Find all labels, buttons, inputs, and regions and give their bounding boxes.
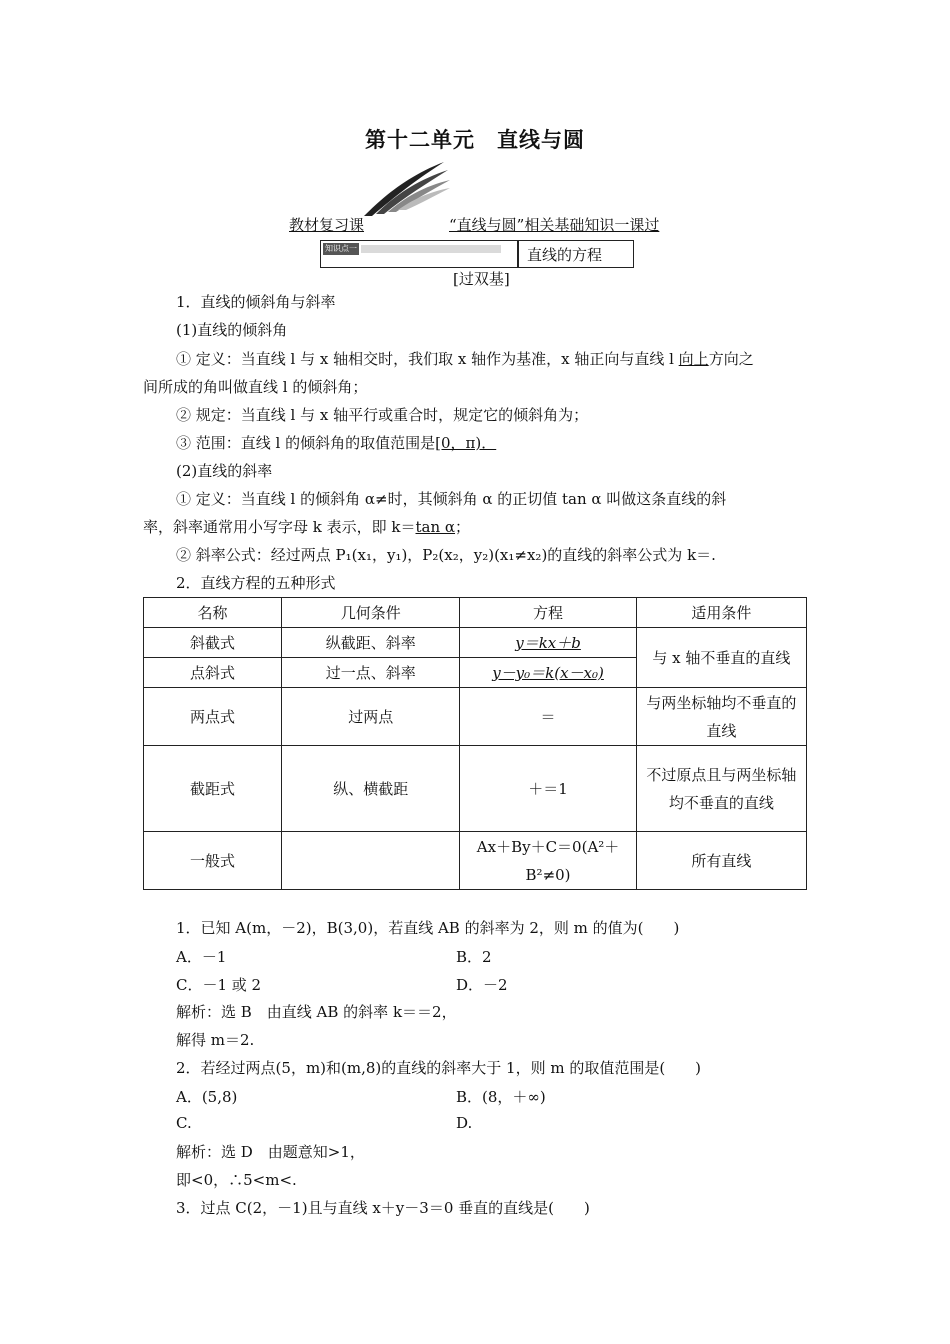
section-tag: [过双基] bbox=[453, 270, 510, 288]
q2-option-a: A．(5,8) bbox=[176, 1088, 238, 1106]
q1-option-b: B．2 bbox=[456, 948, 492, 966]
table-cell-eq: ＋＝1 bbox=[460, 746, 636, 832]
page-title: 第十二单元 直线与圆 bbox=[365, 128, 585, 152]
heading-2: 2．直线方程的五种形式 bbox=[176, 574, 336, 592]
definition-2-underline: tan α bbox=[415, 518, 456, 536]
q2-solution: 解析：选 D 由题意知>1， bbox=[176, 1143, 365, 1161]
definition-1 bbox=[176, 349, 754, 369]
swoosh-decoration-icon bbox=[362, 158, 452, 218]
q2-option-b: B．(8，＋∞) bbox=[456, 1088, 546, 1106]
forms-table bbox=[143, 597, 807, 890]
range-1 bbox=[176, 433, 496, 453]
heading-1-2: (2)直线的斜率 bbox=[176, 462, 273, 480]
table-header: 名称 bbox=[144, 598, 282, 628]
table-cell-geo: 过两点 bbox=[282, 688, 460, 746]
q1-solution-cont: 解得 m＝2. bbox=[176, 1031, 255, 1049]
definition-1-text: ① 定义：当直线 l 与 x 轴相交时，我们取 x 轴作为基准，x 轴正向与直线 l bbox=[176, 350, 679, 368]
definition-2: ① 定义：当直线 l 的倾斜角 α≠时，其倾斜角 α 的正切值 tan α 叫做这条直线的斜 bbox=[176, 490, 727, 508]
question-3: 3．过点 C(2，－1)且与直线 x＋y－3＝0 垂直的直线是( ) bbox=[176, 1199, 590, 1217]
question-1: 1．已知 A(m，－2)，B(3,0)，若直线 AB 的斜率为 2，则 m 的值为( ) bbox=[176, 919, 680, 937]
table-cell-geo: 纵截距、斜率 bbox=[282, 628, 460, 658]
definition-1-underline: 向上 bbox=[678, 350, 709, 368]
rule-1: ② 规定：当直线 l 与 x 轴平行或重合时，规定它的倾斜角为； bbox=[176, 406, 589, 424]
table-cell-name: 一般式 bbox=[144, 832, 282, 890]
table-cell-cond: 与两坐标轴均不垂直的直线 bbox=[636, 688, 806, 746]
table-header-row bbox=[144, 598, 807, 628]
table-cell-eq: ＝ bbox=[460, 688, 636, 746]
knowledge-divider bbox=[517, 241, 519, 267]
table-cell-eq: y－y₀＝k(x－x₀) bbox=[460, 658, 636, 688]
table-cell-name: 两点式 bbox=[144, 688, 282, 746]
definition-2-text: 率，斜率通常用小写字母 k 表示，即 k＝ bbox=[143, 518, 416, 536]
table-cell-cond: 与 x 轴不垂直的直线 bbox=[636, 628, 806, 688]
q1-option-a: A．－1 bbox=[176, 948, 227, 966]
table-cell-cond: 所有直线 bbox=[636, 832, 806, 890]
q2-solution-cont: 即<0，∴5<m<. bbox=[176, 1171, 297, 1189]
knowledge-badge: 知识点一 bbox=[325, 244, 357, 253]
heading-1-1: (1)直线的倾斜角 bbox=[176, 321, 288, 339]
knowledge-bar bbox=[361, 245, 501, 253]
table-cell-cond: 不过原点且与两坐标轴均不垂直的直线 bbox=[636, 746, 806, 832]
heading-1: 1．直线的倾斜角与斜率 bbox=[176, 293, 336, 311]
table-row bbox=[144, 688, 807, 746]
table-header: 方程 bbox=[460, 598, 636, 628]
q1-option-c: C．－1 或 2 bbox=[176, 976, 262, 994]
question-2: 2．若经过两点(5，m)和(m,8)的直线的斜率大于 1，则 m 的取值范围是( ) bbox=[176, 1059, 702, 1077]
definition-1-cont: 间所成的角叫做直线 l 的倾斜角； bbox=[143, 378, 368, 396]
q1-solution: 解析：选 B 由直线 AB 的斜率 k＝＝2， bbox=[176, 1003, 457, 1021]
table-row bbox=[144, 832, 807, 890]
table-row bbox=[144, 628, 807, 658]
table-cell-geo: 纵、横截距 bbox=[282, 746, 460, 832]
header-right: “直线与圆”相关基础知识一课过 bbox=[449, 216, 660, 234]
range-1-underline: [0，π)． bbox=[435, 434, 497, 452]
knowledge-box bbox=[320, 240, 634, 268]
knowledge-title: 直线的方程 bbox=[527, 246, 603, 264]
range-1-text: ③ 范围：直线 l 的倾斜角的取值范围是 bbox=[176, 434, 436, 452]
table-cell-eq: Ax＋By＋C＝0(A²＋B²≠0) bbox=[460, 832, 636, 890]
definition-2-tail: ； bbox=[455, 518, 471, 536]
slope-formula: ② 斜率公式：经过两点 P₁(x₁，y₁)，P₂(x₂，y₂)(x₁≠x₂)的直线的斜率公式为 k＝. bbox=[176, 546, 716, 564]
q2-option-c: C. bbox=[176, 1114, 192, 1132]
table-header: 适用条件 bbox=[636, 598, 806, 628]
definition-1-tail: 方向之 bbox=[708, 350, 754, 368]
table-cell-name: 斜截式 bbox=[144, 628, 282, 658]
header-left: 教材复习课 bbox=[289, 216, 365, 234]
table-cell-name: 点斜式 bbox=[144, 658, 282, 688]
q1-option-d: D．－2 bbox=[456, 976, 508, 994]
table-cell-geo bbox=[282, 832, 460, 890]
table-cell-name: 截距式 bbox=[144, 746, 282, 832]
table-row bbox=[144, 746, 807, 832]
q2-option-d: D. bbox=[456, 1114, 473, 1132]
table-cell-geo: 过一点、斜率 bbox=[282, 658, 460, 688]
definition-2-cont bbox=[143, 517, 470, 537]
table-cell-eq: y＝kx＋b bbox=[460, 628, 636, 658]
table-header: 几何条件 bbox=[282, 598, 460, 628]
